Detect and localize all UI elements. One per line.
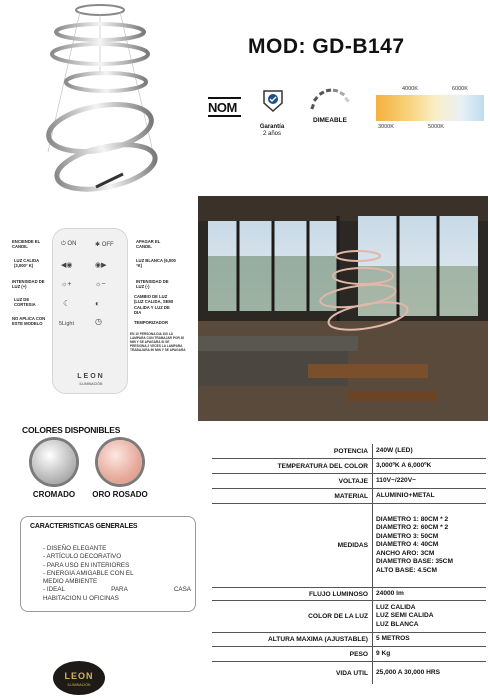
label-warm-light: LUZ CALIDA (3,000° K) (14, 258, 39, 269)
timer-icon: ◷ (95, 317, 102, 326)
chrome-label: CROMADO (32, 490, 76, 499)
spec-row (212, 662, 486, 684)
feature-item: HABITACION U OFICINAS (43, 594, 119, 602)
spec-key: TEMPERATURA DEL COLOR (277, 462, 368, 470)
spec-value-line: 240W (LED) (376, 446, 413, 454)
feature-item: - IDEAL PARA CASA (43, 586, 191, 594)
spec-value (372, 633, 486, 646)
warranty-years: 2 años (262, 131, 281, 137)
spec-key: VIDA UTIL (336, 669, 368, 677)
color-temperature-bar (376, 95, 484, 121)
svg-text:LEON: LEON (64, 671, 94, 681)
spec-key: ALTURA MAXIMA (AJUSTABLE) (268, 636, 368, 643)
chrome-swatch (32, 440, 76, 484)
spec-value-line: DIAMETRO BASE: 35CM (376, 558, 453, 566)
spec-key: MEDIDAS (337, 542, 368, 549)
remote-brand-sub: ILUMINACIÓN (79, 382, 103, 386)
dimmer-label: DIMEABLE (313, 117, 347, 124)
spec-row (212, 601, 486, 633)
spec-value-line: LUZ CALIDA (376, 603, 416, 611)
label-timer: TEMPORIZADOR (134, 320, 168, 325)
label-intensity-down: INTENSIDAD DE LUZ (-) (136, 279, 169, 290)
feature-item: - ENERGIA AMIGABLE CON EL (43, 569, 134, 577)
spec-key: PESO (349, 650, 368, 658)
spec-row (212, 647, 486, 662)
spec-value (372, 444, 486, 458)
feature-item: - PARA USO EN INTERIORES (43, 561, 130, 569)
spec-value-line: DIAMETRO 2: 60CM * 2 (376, 524, 449, 532)
white-light-icon: ◉▶ (95, 262, 107, 269)
brightness-down-icon: ☼− (95, 281, 106, 288)
brightness-up-icon: ☼+ (61, 281, 72, 288)
dimmer-icon (306, 86, 354, 116)
kelvin-4000: 4000K (402, 86, 418, 92)
spec-value (372, 647, 486, 661)
spec-row (212, 489, 486, 504)
spec-value (372, 504, 486, 587)
rose-gold-label: ORO ROSADO (92, 490, 148, 499)
features-title: CARACTERISTICAS GENERALES (30, 523, 138, 530)
kelvin-3000: 3000K (378, 124, 394, 130)
spec-key: FLUJO LUMINOSO (309, 590, 368, 598)
room-photo (198, 196, 488, 421)
spec-row (212, 444, 486, 459)
spec-row (212, 459, 486, 474)
spec-value (372, 662, 486, 684)
spec-value-line: 110V~/220V~ (376, 476, 416, 484)
feature-item: - ARTÍCULO DECORATIVO (43, 553, 122, 561)
remote-brand: LEON (77, 373, 105, 380)
spec-row (212, 633, 486, 647)
label-curtain-light: LUZ DE CORTESIA (14, 297, 36, 308)
spec-value-line: DIAMETRO 3: 50CM (376, 532, 439, 540)
moon-icon: ☾ (63, 299, 71, 308)
kelvin-5000: 5000K (428, 124, 444, 130)
features-list (43, 545, 191, 603)
feature-item: MEDIO AMBIENTE (43, 578, 98, 586)
spec-value-line: DIAMETRO 1: 80CM * 2 (376, 515, 449, 523)
spec-value (372, 474, 486, 488)
kelvin-6000: 6000K (452, 86, 468, 92)
spec-value-line: ALUMINIO+METAL (376, 491, 435, 499)
spec-value-line: 25,000 A 30,000 HRS (376, 668, 441, 676)
mode-icon: ◐ (95, 299, 100, 308)
spec-value (372, 601, 486, 632)
label-turn-on: ENCIENDE EL CANDIL (12, 239, 41, 250)
colors-title: COLORES DISPONIBLES (22, 425, 121, 435)
spec-row (212, 588, 486, 601)
spec-value (372, 588, 486, 600)
spec-table (212, 444, 486, 684)
spec-value-line: 5 METROS (376, 635, 410, 643)
warm-light-icon: ◀◉ (61, 262, 73, 269)
svg-text:ILUMINACIÓN: ILUMINACIÓN (67, 683, 91, 687)
features-box (20, 516, 196, 612)
rose-gold-swatch (98, 440, 142, 484)
warranty-label: Garantía (259, 124, 285, 130)
spec-row (212, 474, 486, 489)
label-intensity-up: INTENSIDAD DE LUZ (+) (12, 279, 45, 290)
spec-row (212, 504, 486, 588)
nom-badge: NOM (208, 97, 241, 117)
spec-key: MATERIAL (334, 492, 368, 500)
remote-control (52, 228, 128, 394)
spec-value-line: LUZ SEMI CALIDA (376, 612, 434, 620)
warranty-icon (262, 89, 284, 113)
spec-value (372, 489, 486, 503)
spec-value-line: ALTO BASE: 4.5CM (376, 566, 437, 574)
off-button: ✱ OFF (95, 242, 114, 248)
label-white-light: LUZ BLANCA (6,000 °K) (136, 258, 176, 269)
spec-key: VOLTAJE (338, 477, 368, 485)
spec-value-line: 3,000ºK A 6,000ºK (376, 461, 432, 469)
spec-key: POTENCIA (333, 447, 368, 455)
on-button: ⏻ ON (61, 241, 77, 247)
feature-item: - DISEÑO ELEGANTE (43, 545, 107, 552)
product-image (28, 2, 178, 202)
spec-value-line: ANCHO ARO: 3CM (376, 549, 435, 557)
spec-value-line: DIAMETRO 4: 40CM (376, 541, 439, 549)
leon-logo (52, 660, 107, 696)
model-title: MOD: GD-B147 (248, 35, 405, 58)
label-timer-note: EN 10 PERSONA DIA 100 LA LAMPARA CON TRABAJAR POR 30 MIN Y SE APAGARA SI SE PRESIONA 2 VECES LA LAMPARA TRABAJARA 60 MIN Y SE APAGARA (130, 332, 186, 352)
spec-key: COLOR DE LA LUZ (308, 613, 368, 620)
spec-value-line: 24000 lm (376, 589, 404, 597)
label-turn-off: APAGAR EL CANDIL (136, 239, 161, 250)
five-light-button: 5Light (59, 321, 74, 327)
spec-value-line: 9 Kg (376, 649, 391, 657)
label-light-change: CAMBIO DE LUZ (LUZ CALIDA, SEMI CALIDA Y LUZ DE DIA (134, 294, 174, 315)
label-not-apply: NO APLICA CON ESTE MODELO (12, 316, 46, 327)
spec-value-line: LUZ BLANCA (376, 620, 419, 628)
spec-value (372, 459, 486, 473)
